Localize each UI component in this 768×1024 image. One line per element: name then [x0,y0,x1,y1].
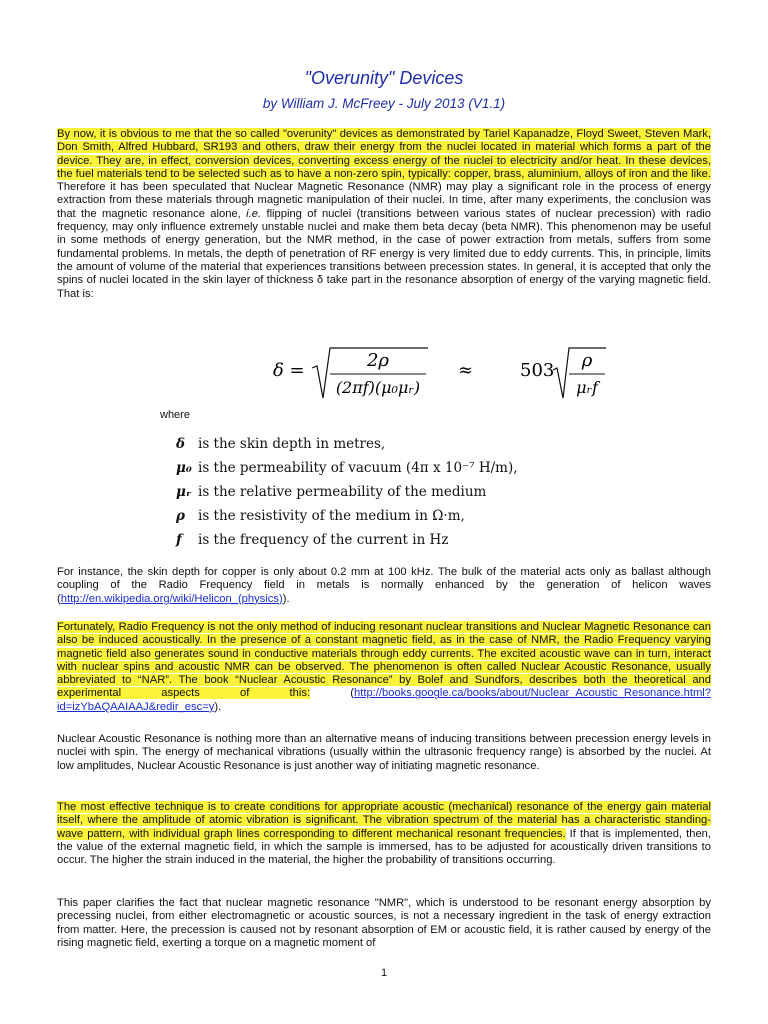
definition-symbol: f [176,532,182,548]
definition-text: is the skin depth in metres, [198,436,386,452]
where-label: where [160,409,190,421]
definition-symbol: μ₀ [176,460,192,476]
paragraph-technique [57,801,711,867]
equation-approx: ≈ [458,360,474,381]
equation-delta: δ = [273,360,305,381]
paragraph-intro-text-a: Therefore it has been speculated that Nuclear Magnetic Resonance (NMR) may play a significant role in the process of energy extraction from these materials through magnetic manipulation of their nuclei. In time, after many experiments, the conclusion was that the magnetic resonance alone, [57,181,711,220]
paragraph-skin-depth-text-a: For instance, the skin depth for copper is only about 0.2 mm at 100 kHz. The bulk of the material acts only as ballast although coupling of the Radio Frequency field in metals is normally enhanced by the generation of helicon waves ( [57,566,711,605]
paragraph-skin-depth-text-b: ). [282,592,290,605]
paragraph-intro-text-b: flipping of nuclei (transitions between various states of nuclear precession) with radio frequency, may only influence extremely unstable nuclei and make them beta decay (beta NMR). This phenomenon may be useful in some methods of energy generation, but the NMR method, in the case of power extraction from metals, suffers from some fundamental problems. In metals, the depth of penetration of RF energy is very limited due to eddy currents. This, in principle, limits the amount of volume of the material that experiences transitions between precession states. In general, it is accepted that only the spins of nuclei located in the skin layer of thickness δ take part in the resonance absorption of energy of the varying magnetic field. That is: [57,207,712,300]
definition-item [176,504,518,528]
paragraph-nar: Nuclear Acoustic Resonance is nothing more than an alternative means of inducing transitions between precession energy levels in nuclei with spin. The energy of mechanical vibrations (usually within the ultrasonic frequency range) is absorbed by the nuclei. At low amplitudes, Nuclear Acoustic Resonance is just another way of initiating magnetic resonance. [57,733,711,772]
highlight-acoustic: Fortunately, Radio Frequency is not the only method of inducing resonant nuclear transitions and Nuclear Magnetic Resonance can also be induced acoustically. In the presence of a constant magnetic field, as in the case of NMR, the Radio Frequency varying magnetic field also generates sound in conductive materials through eddy currents. The excited acoustic wave can in turn, interact with nuclear spins and acoustic NMR can be observed. The phenomenon is often called Nuclear Acoustic Resonance, usually abbreviated to “NAR”. The book “Nuclear Acoustic Resonance” by Bolef and Sundfors, describes both the theoretical and experimental aspects of this: [57,621,711,700]
document-title: "Overunity" Devices [304,68,464,88]
equation-coefficient: 503 [520,360,555,381]
paragraph-clarifies: This paper clarifies the fact that nuclear magnetic resonance "NMR", which is understood to be resonant energy absorption by precessing nuclei, from either electromagnetic or acoustic sources, is not a necessary ingredient in the task of energy extraction from matter. Here, the precession is caused not by resonant absorption of EM or acoustic field, it is rather caused by energy of the rising magnetic field, exerting a torque on a magnetic moment of [57,897,711,949]
paragraph-acoustic-text-b: ). [214,700,222,713]
paragraph-intro [57,128,711,301]
definition-symbol: ρ [176,508,185,524]
document-byline: by William J. McFreey - July 2013 (V1.1) [262,96,506,111]
paragraph-technique-text: If that is implemented, then, the value of the external magnetic field, in which the sample is immersed, has to be adjusted for acoustically driven transitions to occur. The higher the strain induced in the material, the higher the probability of transitions occurring. [57,827,711,867]
definition-text: is the resistivity of the medium in Ω·m, [198,508,465,524]
definition-text: is the frequency of the current in Hz [198,532,449,548]
paragraph-intro-ie: i.e. [246,207,262,220]
equation-denominator-2: μᵣf [576,378,598,397]
paragraph-acoustic-text-a: ( [310,687,355,700]
equation-numerator-2: ρ [581,350,593,371]
skin-depth-equation [0,338,768,408]
highlight-intro: By now, it is obvious to me that the so called "overunity" devices as demonstrated by Tariel Kapanadze, Floyd Sweet, Steven Mark, Don Smith, Alfred Hubbard, SR193 and others, draw their energy from the nuclei located in material which forms a part of the device. They are, in effect, conversion devices, converting excess energy of the nuclei to electricity and/or heat. In these devices, the fuel materials tend to be selected such as to have a non-zero spin, typically: copper, brass, aluminium, alloys of iron and the like. [57,128,711,180]
definition-text: is the permeability of vacuum (4π x 10⁻⁷ H/m), [198,460,518,476]
equation-numerator: 2ρ [366,350,390,371]
definition-item [176,432,518,456]
symbol-definitions [176,432,518,552]
definition-item [176,456,518,480]
highlight-technique: The most effective technique is to create conditions for appropriate acoustic (mechanical) resonance of the energy gain material itself, where the amplitude of atomic vibration is significant. The vibration spectrum of the material has a characteristic standing-wave pattern, with individual graph lines corresponding to different mechanical resonant frequencies. [57,801,711,840]
definition-item [176,480,518,504]
definition-text: is the relative permeability of the medium [198,484,487,500]
definition-symbol: μᵣ [176,484,192,500]
page-number: 1 [380,967,388,979]
definition-symbol: δ [176,436,186,452]
book-link[interactable]: http://books.google.ca/books/about/Nuclear_Acoustic_Resonance.html?id=izYbAQAAIAAJ&redir_esc=y [57,687,711,713]
paragraph-acoustic [57,621,711,714]
paragraph-skin-depth [57,566,711,606]
definition-item [176,528,518,552]
helicon-link[interactable]: http://en.wikipedia.org/wiki/Helicon_(physics) [60,592,283,605]
equation-denominator: (2πf)(μ₀μᵣ) [335,378,421,397]
